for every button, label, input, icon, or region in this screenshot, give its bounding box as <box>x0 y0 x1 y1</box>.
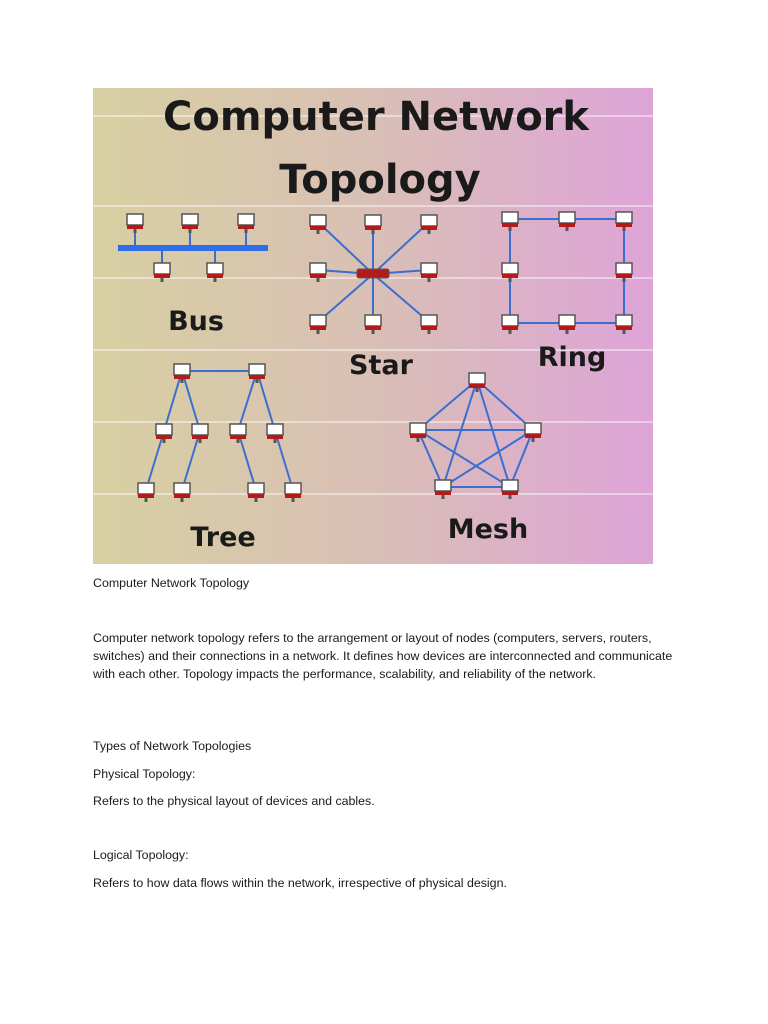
figure-title-line1: Computer Network <box>162 94 590 140</box>
bus-label: Bus <box>168 306 224 337</box>
types-heading: Types of Network Topologies <box>93 739 252 753</box>
topology-illustration <box>93 88 653 564</box>
topology-figure <box>93 88 653 564</box>
figure-caption: Computer Network Topology <box>93 576 250 590</box>
physical-topology-description: Refers to the physical layout of devices and cables. <box>93 794 375 808</box>
mesh-label: Mesh <box>447 514 529 545</box>
star-label: Star <box>349 350 413 381</box>
figure-title-line2: Topology <box>279 157 481 203</box>
ring-label: Ring <box>537 342 607 373</box>
physical-topology-heading: Physical Topology: <box>93 767 196 781</box>
tree-label: Tree <box>190 522 256 553</box>
logical-topology-description: Refers to how data flows within the network, irrespective of physical design. <box>93 876 507 890</box>
logical-topology-heading: Logical Topology: <box>93 848 189 862</box>
intro-paragraph: Computer network topology refers to the arrangement or layout of nodes (computers, servers, routers, switches) and their connections in a network. It defines how devices are interconnected and communicate with each other. Topology impacts the performance, scalability, and reliability of the network. <box>93 631 673 681</box>
